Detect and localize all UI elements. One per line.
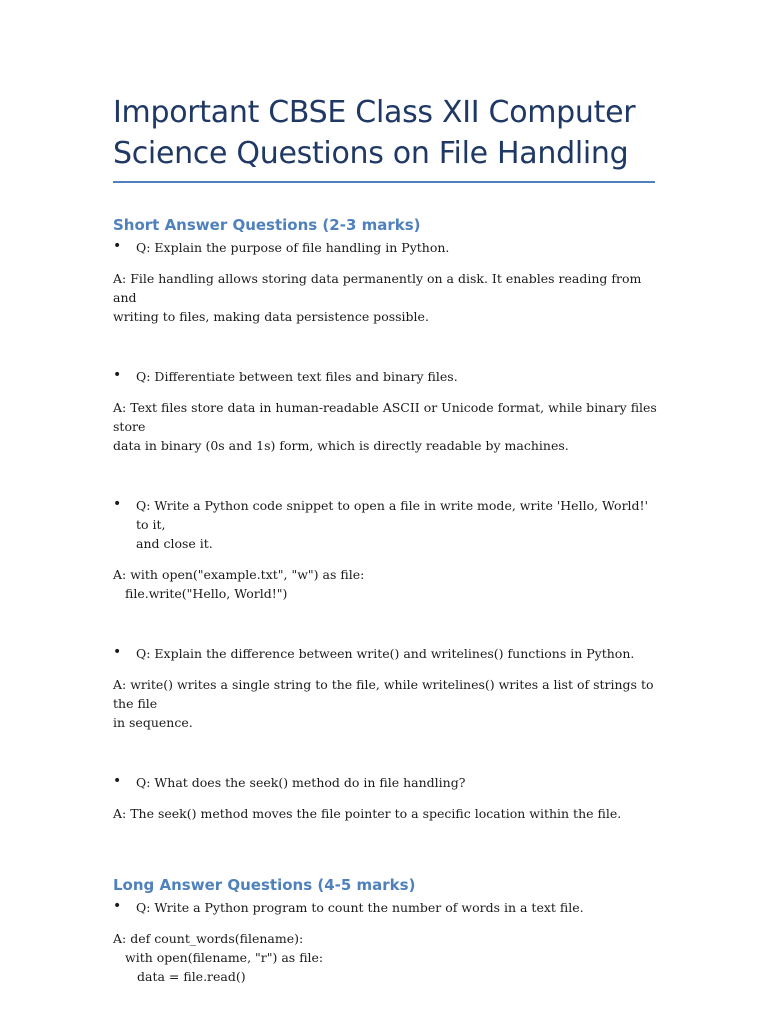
answer [113,565,658,603]
bullet-icon: • [113,367,122,383]
answer-line: file.write("Hello, World!") [125,586,288,601]
qa-item [113,238,658,326]
qa-item [113,773,658,823]
question [113,496,658,553]
question-text: Q: Differentiate between text files and binary files. [136,369,458,384]
bullet-icon: • [113,898,122,914]
answer-line: data in binary (0s and 1s) form, which is directly readable by machines. [113,438,569,453]
answer [113,398,658,455]
question [113,238,658,257]
answer-line: data = file.read() [137,969,246,984]
bullet-icon: • [113,644,122,660]
question [113,898,658,917]
answer-line: with open(filename, "r") as file: [125,950,324,965]
question-text: Q: Write a Python code snippet to open a file in write mode, write 'Hello, World!' to it, [136,498,649,532]
document-title [113,92,658,174]
answer-line: in sequence. [113,715,193,730]
qa-item [113,496,658,603]
title-underline [113,181,655,183]
answer-line: A: with open("example.txt", "w") as file: [113,567,365,582]
answer-line: A: File handling allows storing data permanently on a disk. It enables reading from and [113,271,642,305]
question-text: and close it. [136,536,213,551]
answer [113,929,658,986]
answer-line: writing to files, making data persistence possible. [113,309,429,324]
qa-item [113,367,658,455]
answer [113,675,658,732]
short-answer-heading: Short Answer Questions (2-3 marks) [113,216,421,234]
long-answer-heading: Long Answer Questions (4-5 marks) [113,876,416,894]
long-answer-list [113,898,658,986]
title-line-2: Science Questions on File Handling [113,136,629,171]
bullet-icon: • [113,238,122,254]
short-answer-list [113,238,658,823]
question [113,773,658,792]
answer [113,804,658,823]
answer-line: A: The seek() method moves the file pointer to a specific location within the file. [113,806,622,821]
answer-line: A: write() writes a single string to the file, while writelines() writes a list of strings to the file [113,677,654,711]
answer [113,269,658,326]
bullet-icon: • [113,496,122,512]
answer-line: A: def count_words(filename): [113,931,304,946]
qa-item [113,644,658,732]
question-text: Q: Write a Python program to count the number of words in a text file. [136,900,584,915]
title-line-1: Important CBSE Class XII Computer [113,95,636,130]
question [113,644,658,663]
answer-line: A: Text files store data in human-readable ASCII or Unicode format, while binary files store [113,400,657,434]
bullet-icon: • [113,773,122,789]
question-text: Q: What does the seek() method do in file handling? [136,775,466,790]
question [113,367,658,386]
document-page [113,92,658,986]
qa-item [113,898,658,986]
question-text: Q: Explain the purpose of file handling in Python. [136,240,450,255]
question-text: Q: Explain the difference between write() and writelines() functions in Python. [136,646,635,661]
